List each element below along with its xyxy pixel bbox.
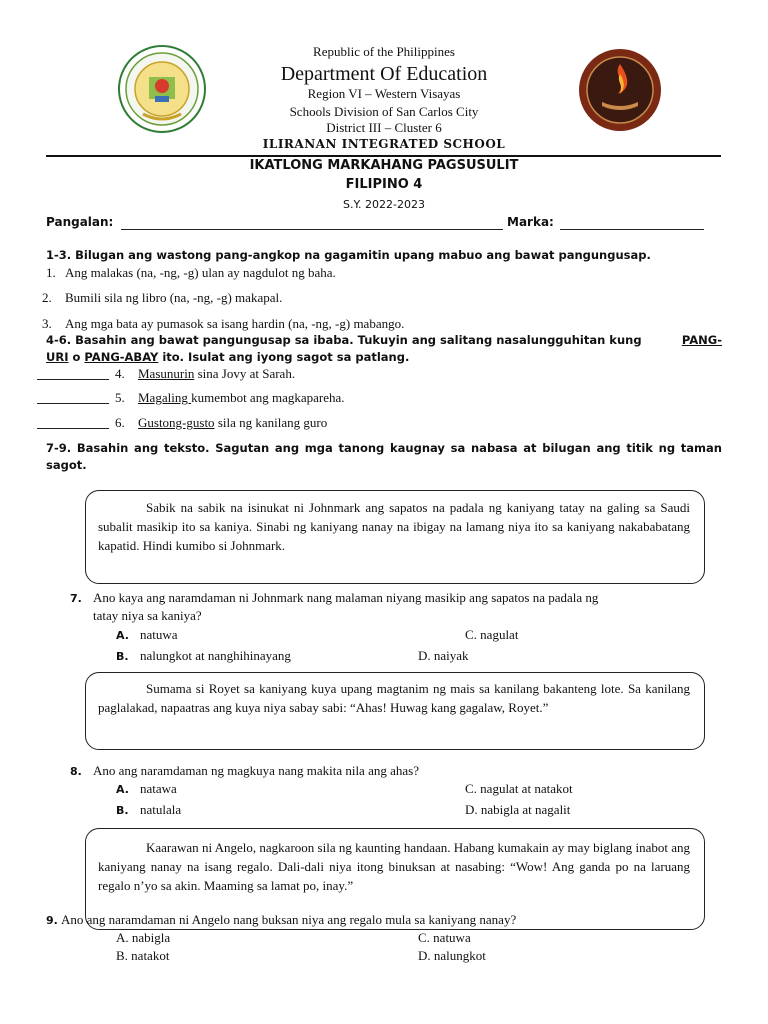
- part1-instruction: 1-3. Bilugan ang wastong pang-angkop na gagamitin upang mabuo ang bawat pangungusap.: [46, 248, 651, 262]
- pang-uri-term-b: URI: [46, 350, 69, 364]
- item-1-text[interactable]: Ang malakas (na, -ng, -g) ulan ay nagdulot ng baha.: [65, 265, 336, 280]
- or-word: o: [72, 350, 81, 364]
- q8-option-d[interactable]: D. nabigla at nagalit: [465, 802, 571, 817]
- score-field[interactable]: [560, 229, 704, 230]
- item-2-number: 2.: [42, 290, 52, 305]
- item-4-number: 4.: [115, 366, 125, 381]
- region-label: Region VI – Western Visayas: [307, 86, 461, 101]
- item-3-number: 3.: [42, 316, 52, 331]
- q9-option-b[interactable]: B. natakot: [116, 948, 170, 963]
- school-name: ILIRANAN INTEGRATED SCHOOL: [262, 137, 506, 151]
- q9-option-d[interactable]: D. nalungkot: [418, 948, 486, 963]
- q9-number: 9.: [46, 914, 58, 927]
- item-5-underlined: Magaling: [138, 390, 192, 405]
- pang-abay-term: PANG-ABAY: [84, 350, 159, 364]
- q8-number: 8.: [70, 765, 82, 778]
- exam-subject: FILIPINO 4: [345, 177, 423, 192]
- pang-uri-term-a: PANG-: [681, 333, 722, 347]
- q8-option-b[interactable]: natulala: [140, 802, 182, 817]
- republic-label: Republic of the Philippines: [313, 44, 455, 59]
- item-6-rest: sila ng kanilang guro: [214, 415, 328, 430]
- school-year: S.Y. 2022-2023: [343, 198, 425, 211]
- name-label: Pangalan:: [46, 215, 114, 229]
- q7-option-d[interactable]: D. naiyak: [418, 648, 469, 663]
- q8-option-a-label: A.: [116, 783, 129, 796]
- score-label: Marka:: [507, 215, 554, 229]
- header-divider: [46, 155, 721, 157]
- q8-text: Ano ang naramdaman ng magkuya nang makita nila ang ahas?: [93, 763, 419, 778]
- exam-title: IKATLONG MARKAHANG PAGSUSULIT: [249, 158, 519, 173]
- q7-option-b-label: B.: [116, 650, 129, 663]
- q7-text-line2: tatay niya sa kaniya?: [93, 608, 202, 623]
- q7-option-c[interactable]: C. nagulat: [465, 627, 519, 642]
- item-4-text: [138, 366, 295, 382]
- q7-option-a[interactable]: natuwa: [140, 627, 178, 642]
- q9-text: Ano ang naramdaman ni Angelo nang buksan niya ang regalo mula sa kaniyang nanay?: [61, 912, 517, 927]
- passage-2-text: Sumama si Royet sa kaniyang kuya upang magtanim ng mais sa kanilang bakanteng lote. Sa kanilang paglalakad, napaatras ang kuya niya sabay sabi: “Ahas! Huwag kang gagalaw, Royet.”: [98, 681, 690, 715]
- item-1-number: 1.: [46, 265, 56, 280]
- item-6-text: [138, 415, 327, 431]
- q7-option-b[interactable]: nalungkot at nanghihinayang: [140, 648, 291, 663]
- part2-instruction: [46, 332, 722, 366]
- item-5-rest: kumembot ang magkapareha.: [191, 390, 345, 405]
- item-6-underlined: Gustong-gusto: [138, 415, 215, 430]
- item-3-text[interactable]: Ang mga bata ay pumasok sa isang hardin (na, -ng, -g) mabango.: [65, 316, 405, 331]
- answer-blank-4[interactable]: [37, 379, 109, 380]
- answer-blank-5[interactable]: [37, 403, 109, 404]
- item-5-text: [138, 390, 345, 406]
- name-field[interactable]: [121, 229, 503, 230]
- item-5-number: 5.: [115, 390, 125, 405]
- answer-blank-6[interactable]: [37, 428, 109, 429]
- q9-option-a[interactable]: A. nabigla: [116, 930, 171, 945]
- passage-1-text: Sabik na sabik na isinukat ni Johnmark ang sapatos na padala ng kaniyang tatay na galing sa Saudi subalit masikip ito sa kaniya. Sinabi ng kaniyang nanay na ibigay na lamang niya ito sa kaniyang nakababatang kapatid. Hindi kumibo si Johnmark.: [98, 500, 690, 553]
- department-title: Department Of Education: [280, 63, 488, 85]
- passage-3-text: Kaarawan ni Angelo, nagkaroon sila ng kaunting handaan. Habang kumakain ay may biglang inabot ang kaniyang nanay na isang regalo. Dali-dali niya itong binuksan at nasabing: “Wow! Ang ganda po na laruang regalo n’yo sa akin. Maaming sa lamat po, inay.”: [98, 840, 690, 893]
- q8-option-b-label: B.: [116, 804, 129, 817]
- district-label: District III – Cluster 6: [326, 120, 442, 135]
- q7-option-a-label: A.: [116, 629, 129, 642]
- item-4-underlined: Masunurin: [138, 366, 195, 381]
- q8-option-c[interactable]: C. nagulat at natakot: [465, 781, 573, 796]
- item-4-rest: sina Jovy at Sarah.: [194, 366, 296, 381]
- q8-option-a[interactable]: natawa: [140, 781, 177, 796]
- q9-option-c[interactable]: C. natuwa: [418, 930, 471, 945]
- q7-number: 7.: [70, 592, 82, 605]
- item-2-text[interactable]: Bumili sila ng libro (na, -ng, -g) makapal.: [65, 290, 283, 305]
- item-6-number: 6.: [115, 415, 125, 430]
- division-label: Schools Division of San Carlos City: [289, 104, 479, 119]
- part2-instruction-end: ito. Isulat ang iyong sagot sa patlang.: [162, 350, 410, 364]
- part2-instruction-text: 4-6. Basahin ang bawat pangungusap sa ibaba. Tukuyin ang salitang nasalungguhitan kung: [46, 333, 642, 347]
- q7-text-line1: Ano kaya ang naramdaman ni Johnmark nang malaman niyang masikip ang sapatos na padala ng: [93, 590, 599, 605]
- part3-instruction: 7-9. Basahin ang teksto. Sagutan ang mga tanong kaugnay sa nabasa at bilugan ang titik ng taman sagot.: [46, 441, 722, 472]
